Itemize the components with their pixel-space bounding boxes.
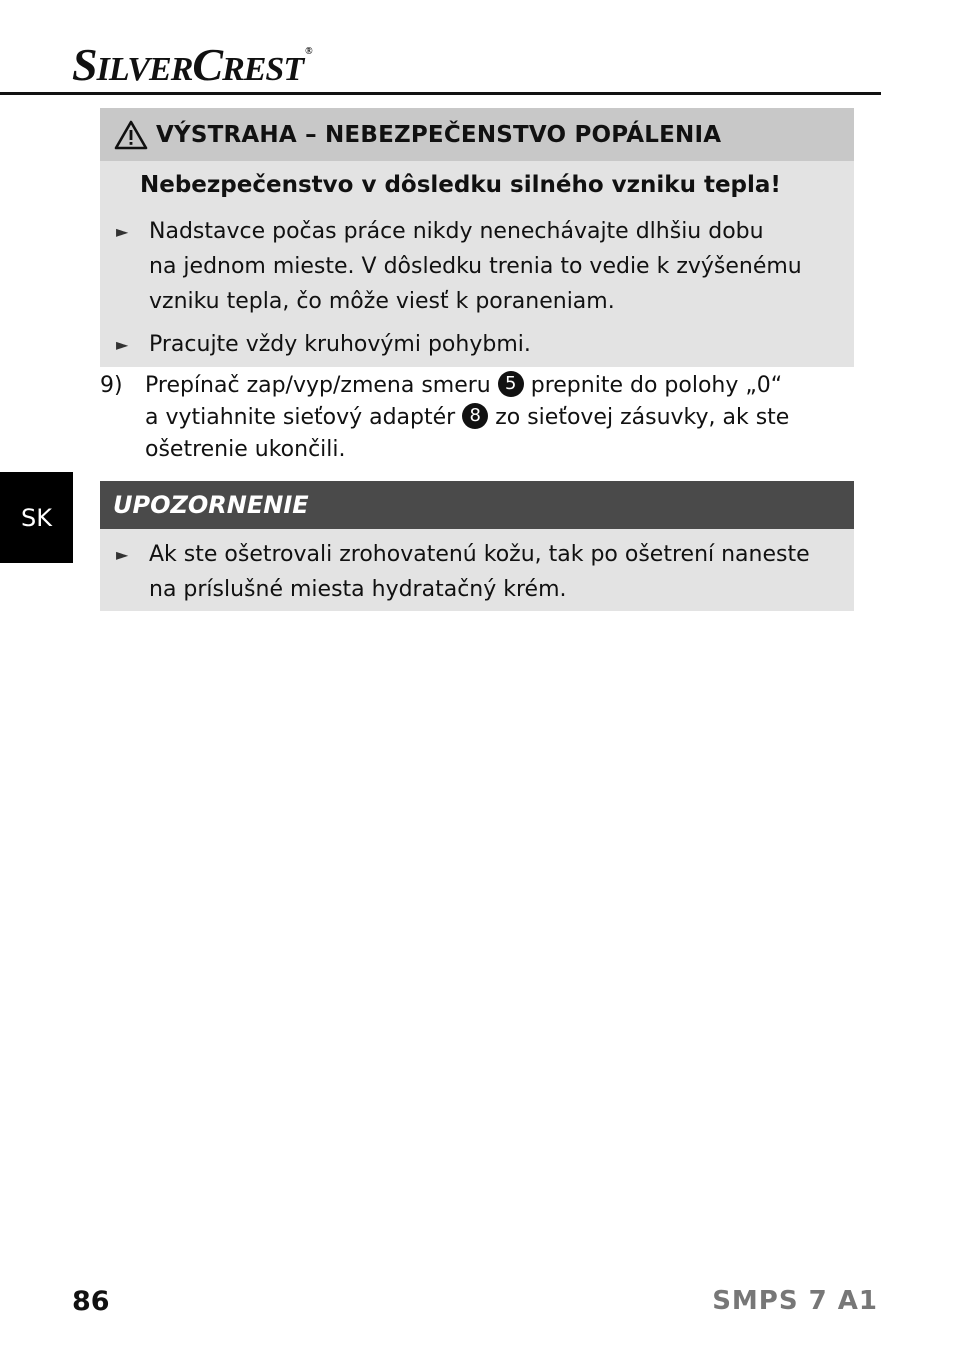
note-title: UPOZORNENIE (113, 491, 309, 519)
reference-number-badge: 8 (462, 403, 488, 429)
note-header (100, 481, 854, 529)
warning-header (100, 108, 854, 161)
reference-number-badge: 5 (498, 371, 524, 397)
page-number: 86 (72, 1286, 110, 1317)
warning-box: VÝSTRAHA – NEBEZPEČENSTVO POPÁLENIA Nebezpečenstvo v dôsledku silného vzniku tepla! ► Nadstavce počas práce nikdy nenechávajte dlhšiu dobu na jednom mieste. V dôsledku trenia to vedie k zvýšenému vzniku tepla, čo môže viesť k poraneniam. ► Pracujte vždy kruhovými pohybmi. (100, 108, 854, 367)
arrow-bullet-icon: ► (116, 335, 129, 354)
header-rule (0, 92, 881, 95)
note-box: UPOZORNENIE ► Ak ste ošetrovali zrohovatenú kožu, tak po ošetrení naneste na príslušné miesta hydratačný krém. (100, 481, 854, 611)
arrow-bullet-icon: ► (116, 222, 129, 241)
silvercrest-logo: SILVERCREST ® (72, 39, 312, 90)
step-number: 9) (100, 373, 123, 398)
warning-triangle-icon (114, 120, 148, 150)
warning-title: VÝSTRAHA – NEBEZPEČENSTVO POPÁLENIA (156, 121, 722, 148)
model-name: SMPS 7 A1 (712, 1286, 878, 1316)
arrow-bullet-icon: ► (116, 545, 129, 564)
language-tab: SK (0, 472, 73, 563)
warning-subtitle: Nebezpečenstvo v dôsledku silného vzniku tepla! (140, 172, 781, 198)
